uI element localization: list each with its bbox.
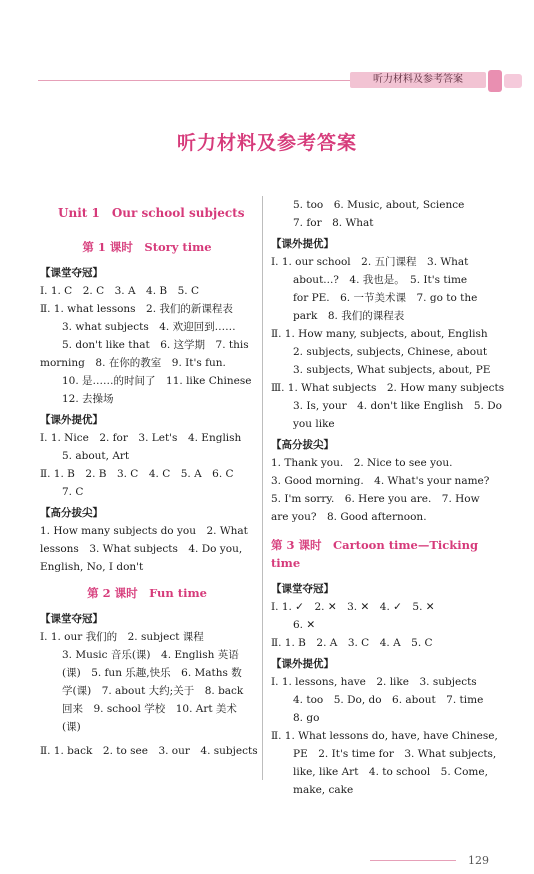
answer-line: like, like Art 4. to school 5. Come, (293, 766, 488, 778)
answer-line: PE 2. It's time for 3. What subjects, (293, 748, 497, 760)
page-title: 听力材料及参考答案 (176, 132, 357, 154)
answer-line: Ⅱ. 1. B 2. B 3. C 4. C 5. A 6. C (40, 468, 234, 480)
lesson-title: 第 3 课时 Cartoon time—Ticking time (271, 538, 479, 570)
unit-title: Unit 1 Our school subjects (58, 206, 245, 220)
lesson-title: 第 1 课时 Story time (82, 240, 212, 254)
answer-line: Ⅱ. 1. What lessons do, have, have Chinese, (271, 730, 498, 742)
answer-line: 3. what subjects 4. 欢迎回到…… (62, 321, 236, 333)
answer-line: 5. I'm sorry. 6. Here you are. 7. How (271, 493, 480, 505)
section-heading: 【高分拔尖】 (40, 507, 103, 519)
answer-line: 3. Good morning. 4. What's your name? (271, 475, 490, 487)
answer-line: 4. too 5. Do, do 6. about 7. time (293, 694, 484, 706)
answer-line: Ⅱ. 1. B 2. A 3. C 4. A 5. C (271, 637, 433, 649)
answer-line: 3. Music 音乐(课) 4. English 英语 (62, 649, 239, 661)
answer-line: morning 8. 在你的教室 9. It's fun. (40, 357, 226, 369)
answer-line: you like (293, 418, 335, 430)
answer-line: 7. for 8. What (293, 217, 374, 229)
answer-line: 10. 是……的时间了 11. like Chinese (62, 375, 252, 387)
column-divider (262, 196, 263, 780)
answer-line: Ⅱ. 1. back 2. to see 3. our 4. subjects (40, 745, 258, 757)
answer-line: 学(课) 7. about 大约;关于 8. back (62, 685, 244, 697)
section-heading: 【课外提优】 (271, 238, 334, 250)
section-heading: 【课外提优】 (40, 414, 103, 426)
header-tab: 听力材料及参考答案 (350, 72, 486, 88)
answer-line: 5. too 6. Music, about, Science (293, 199, 465, 211)
answer-line: for PE. 6. 一节美术课 7. go to the (293, 292, 478, 304)
answer-line: 回来 9. school 学校 10. Art 美术 (62, 703, 237, 715)
answer-line: 1. Thank you. 2. Nice to see you. (271, 457, 453, 469)
answer-line: lessons 3. What subjects 4. Do you, (40, 543, 243, 555)
header-decoration (488, 70, 502, 92)
answer-line: Ⅱ. 1. what lessons 2. 我们的新课程表 (40, 303, 233, 315)
section-heading: 【课堂夺冠】 (40, 613, 103, 625)
answer-line: English, No, I don't (40, 561, 144, 573)
answer-line: 6. ✕ (293, 619, 316, 631)
answer-line: 1. How many subjects do you 2. What (40, 525, 248, 537)
answer-line: Ⅰ. 1. lessons, have 2. like 3. subjects (271, 676, 477, 688)
section-heading: 【课外提优】 (271, 658, 334, 670)
section-heading: 【高分拔尖】 (271, 439, 334, 451)
answer-line: 3. Is, your 4. don't like English 5. Do (293, 400, 502, 412)
answer-line: 5. about, Art (62, 450, 130, 462)
right-column (271, 196, 505, 799)
answer-line: Ⅰ. 1. our 我们的 2. subject 课程 (40, 631, 204, 643)
answer-line: 3. subjects, What subjects, about, PE (293, 364, 491, 376)
footer-rule (370, 860, 456, 861)
section-heading: 【课堂夺冠】 (271, 583, 334, 595)
answer-line: 12. 去操场 (62, 393, 114, 405)
answer-line: 5. don't like that 6. 这学期 7. this (62, 339, 249, 351)
answer-line: park 8. 我们的课程表 (293, 310, 405, 322)
answer-line: Ⅰ. 1. Nice 2. for 3. Let's 4. English (40, 432, 242, 444)
page-number: 129 (468, 854, 489, 867)
header-decoration (504, 74, 522, 88)
answer-line: are you? 8. Good afternoon. (271, 511, 427, 523)
answer-line: about...? 4. 我也是。 5. It's time (293, 274, 468, 286)
answer-line: 8. go (293, 712, 320, 724)
answer-line: (课) (62, 721, 81, 733)
answer-line: Ⅰ. 1. C 2. C 3. A 4. B 5. C (40, 285, 200, 297)
answer-line: Ⅰ. 1. ✓ 2. ✕ 3. ✕ 4. ✓ 5. ✕ (271, 601, 435, 613)
answer-line: (课) 5. fun 乐趣,快乐 6. Maths 数 (62, 667, 242, 679)
section-heading: 【课堂夺冠】 (40, 267, 103, 279)
header-rule (38, 80, 356, 81)
answer-line: Ⅱ. 1. How many, subjects, about, English (271, 328, 488, 340)
answer-line: Ⅰ. 1. our school 2. 五门课程 3. What (271, 256, 469, 268)
left-column (40, 200, 258, 760)
answer-line: 2. subjects, subjects, Chinese, about (293, 346, 488, 358)
answer-line: 7. C (62, 486, 84, 498)
answer-line: make, cake (293, 784, 354, 796)
lesson-title: 第 2 课时 Fun time (87, 586, 207, 600)
answer-line: Ⅲ. 1. What subjects 2. How many subjects (271, 382, 505, 394)
